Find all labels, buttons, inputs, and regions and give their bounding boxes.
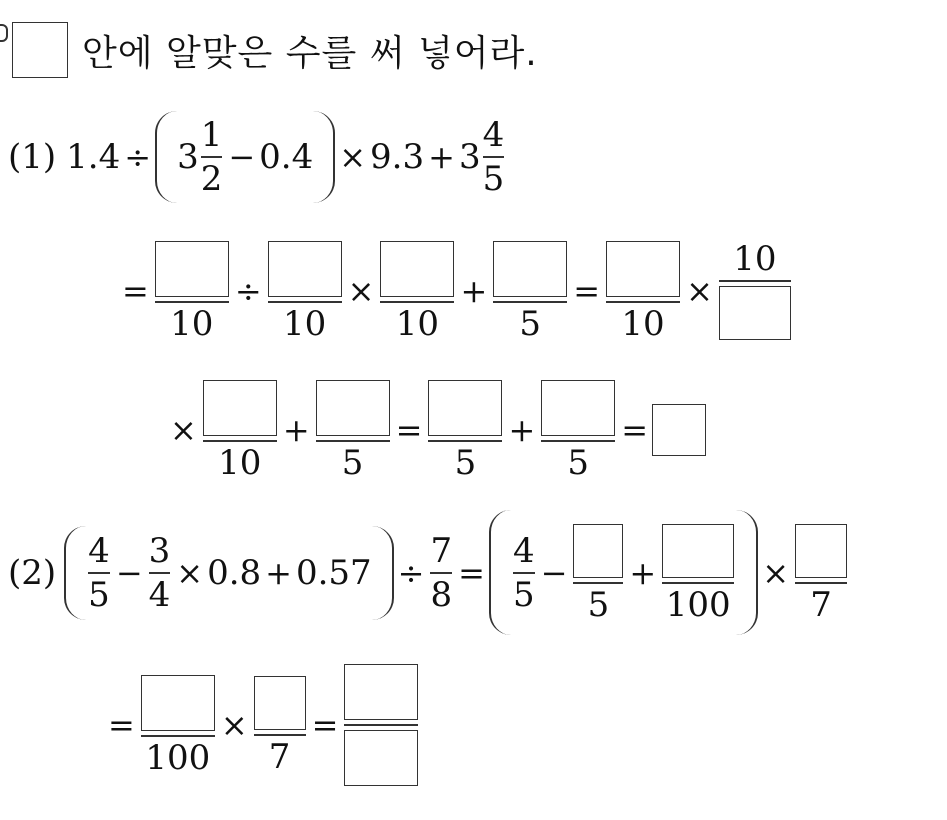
denominator: 5	[512, 574, 535, 615]
plus-sign: +	[508, 411, 536, 449]
problem-1-line-1	[8, 108, 506, 206]
instruction-row	[12, 22, 538, 78]
answer-box[interactable]	[254, 676, 306, 730]
fraction-bar	[428, 440, 502, 442]
fraction-blank-over-5	[541, 380, 615, 483]
answer-box[interactable]	[316, 380, 390, 436]
fraction-bar	[268, 301, 342, 303]
plus-sign: +	[460, 272, 488, 310]
corner-mark	[0, 24, 8, 42]
times-sign: ×	[220, 706, 248, 744]
right-paren	[313, 111, 335, 203]
fraction-bar	[149, 572, 171, 574]
value-0-4: 0.4	[259, 137, 314, 177]
denominator: 5	[88, 574, 110, 615]
denominator: 10	[170, 304, 214, 344]
times-sign: ×	[762, 553, 790, 592]
fraction-bar	[141, 735, 215, 737]
equals-sign: =	[458, 553, 485, 592]
fraction-blank-over-7	[795, 524, 847, 625]
answer-box[interactable]	[12, 22, 68, 78]
denominator: 10	[621, 304, 665, 344]
fraction-bar	[483, 156, 505, 158]
minus-sign: −	[228, 138, 256, 176]
numerator: 3	[148, 530, 171, 571]
divide-sign: ÷	[234, 272, 262, 310]
denominator: 100	[145, 738, 211, 778]
right-paren	[736, 510, 758, 635]
equals-sign: =	[395, 411, 423, 449]
denominator: 10	[218, 443, 262, 483]
answer-box[interactable]	[141, 675, 215, 731]
denominator: 8	[430, 574, 453, 615]
instruction-text: 안에 알맞은 수를 써 넣어라.	[82, 32, 538, 74]
denominator: 10	[282, 304, 327, 344]
denominator: 5	[567, 443, 590, 483]
problem-2-line-1	[8, 505, 849, 640]
answer-box[interactable]	[493, 241, 567, 297]
times-sign: ×	[176, 553, 204, 592]
denominator: 5	[341, 443, 364, 483]
fraction-bar	[430, 572, 452, 574]
answer-box[interactable]	[344, 730, 418, 786]
fraction-bar	[380, 301, 454, 303]
denominator: 10	[395, 304, 440, 344]
fraction-blank-over-5	[493, 241, 567, 344]
minus-sign: −	[540, 553, 568, 592]
fraction-blank-over-10	[155, 241, 229, 344]
fraction-blank-over-10	[203, 380, 277, 483]
mixed-whole-3b: 3	[458, 137, 481, 177]
left-paren	[64, 526, 86, 620]
denominator: 5	[519, 304, 542, 344]
times-sign: ×	[686, 272, 713, 310]
fraction-bar	[493, 301, 567, 303]
answer-box[interactable]	[541, 380, 615, 436]
fraction-bar	[795, 582, 847, 584]
fraction-blank-over-10	[268, 241, 342, 344]
divide-sign: ÷	[124, 138, 152, 176]
answer-box[interactable]	[573, 524, 623, 578]
answer-box[interactable]	[652, 404, 706, 456]
answer-box[interactable]	[662, 524, 734, 578]
fraction-4-5	[512, 530, 535, 615]
problem-1-line-2	[118, 222, 793, 360]
denominator: 4	[148, 574, 171, 615]
equals-sign: =	[311, 706, 339, 744]
numerator: 4	[88, 530, 110, 571]
fraction-blank-over-10	[380, 241, 454, 344]
denominator: 100	[665, 584, 731, 625]
fraction-blank-over-100	[662, 524, 734, 625]
answer-box[interactable]	[155, 241, 229, 297]
left-paren	[155, 111, 177, 203]
times-sign: ×	[339, 138, 367, 176]
denominator: 2	[200, 159, 223, 199]
answer-box[interactable]	[203, 380, 277, 436]
denominator: 5	[454, 443, 477, 483]
numerator: 4	[482, 115, 505, 155]
numerator: 10	[733, 239, 777, 279]
fraction-blank-over-7	[254, 676, 306, 777]
fraction-bar	[344, 724, 418, 726]
plus-sign: +	[282, 411, 310, 449]
fraction-1-2	[200, 115, 223, 199]
answer-box[interactable]	[606, 241, 680, 297]
value-9-3: 9.3	[370, 137, 425, 177]
fraction-bar	[573, 582, 623, 584]
fraction-blank-over-5	[316, 380, 390, 483]
fraction-blank-over-5	[428, 380, 502, 483]
answer-box[interactable]	[795, 524, 847, 578]
plus-sign: +	[428, 138, 455, 176]
problem-2-line-2	[104, 655, 420, 795]
answer-box[interactable]	[719, 286, 791, 340]
fraction-4-5	[88, 530, 110, 615]
plus-sign: +	[265, 553, 292, 592]
denominator: 5	[482, 159, 505, 199]
denominator: 7	[810, 584, 832, 625]
equals-sign: =	[573, 272, 601, 310]
fraction-bar	[662, 582, 734, 584]
mixed-whole-3: 3	[177, 137, 199, 177]
denominator: 5	[587, 584, 610, 625]
fraction-bar	[606, 301, 680, 303]
fraction-bar	[254, 734, 306, 736]
minus-sign: −	[115, 553, 143, 592]
answer-box[interactable]	[428, 380, 502, 436]
fraction-bar	[88, 572, 110, 574]
denominator: 7	[268, 737, 291, 777]
problem-1-line-3	[166, 370, 706, 490]
fraction-blank-over-5	[573, 524, 623, 625]
divide-sign: ÷	[397, 553, 425, 592]
numerator: 1	[200, 115, 223, 155]
answer-box[interactable]	[268, 241, 342, 297]
equals-sign: =	[621, 411, 649, 449]
left-paren	[489, 510, 511, 635]
right-paren	[372, 526, 394, 620]
plus-sign: +	[629, 553, 657, 592]
equals-sign: =	[122, 272, 149, 310]
fraction-blank-over-blank	[344, 664, 418, 786]
fraction-bar	[203, 440, 277, 442]
problem-1-label: (1)	[8, 137, 57, 177]
value-0-8: 0.8	[207, 552, 262, 593]
numerator: 7	[430, 530, 453, 571]
fraction-bar	[155, 301, 229, 303]
equals-sign: =	[108, 706, 135, 744]
value-1-4: 1.4	[66, 137, 121, 177]
times-sign: ×	[347, 272, 375, 310]
fraction-blank-over-10	[606, 241, 680, 344]
numerator: 4	[512, 530, 535, 571]
fraction-blank-over-100	[141, 675, 215, 778]
fraction-3-4	[148, 530, 171, 615]
answer-box[interactable]	[380, 241, 454, 297]
fraction-bar	[201, 156, 223, 158]
answer-box[interactable]	[344, 664, 418, 720]
problem-2-label: (2)	[8, 552, 57, 593]
value-0-57: 0.57	[295, 552, 372, 593]
fraction-bar	[719, 280, 791, 282]
fraction-4-5	[482, 115, 505, 199]
fraction-bar	[513, 572, 535, 574]
fraction-7-8	[430, 530, 453, 615]
fraction-10-over-blank	[719, 239, 791, 340]
fraction-bar	[316, 440, 390, 442]
times-sign: ×	[170, 411, 197, 449]
fraction-bar	[541, 440, 615, 442]
